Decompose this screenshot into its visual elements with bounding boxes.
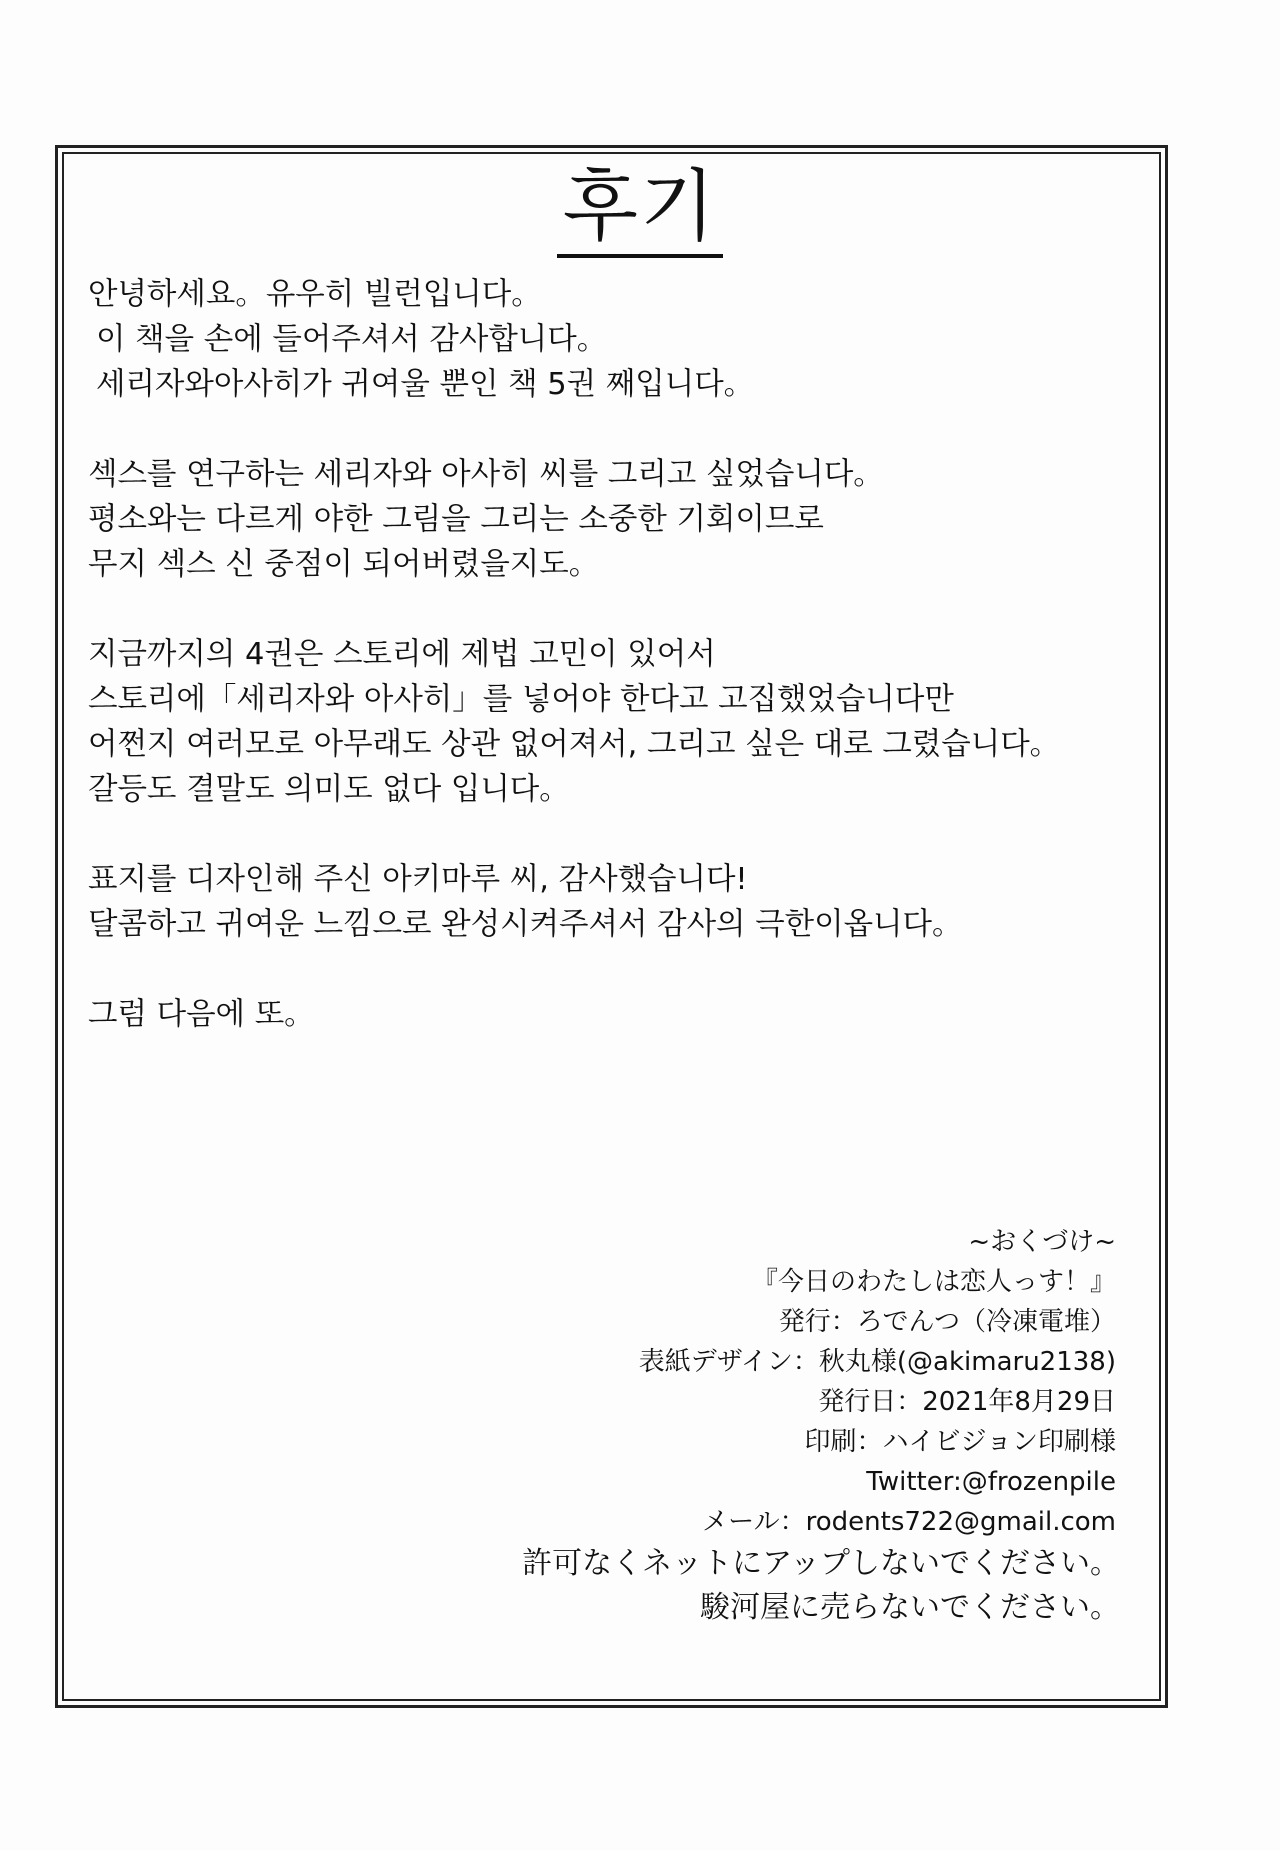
text-line: 평소와는 다르게 야한 그림을 그리는 소중한 기회이므로 — [88, 502, 824, 537]
colophon-email: メール：rodents722@gmail.com — [702, 1507, 1116, 1537]
colophon-book-title: 『今日のわたしは恋人っす！』 — [751, 1267, 1116, 1297]
text-line: 표지를 디자인해 주신 아키마루 씨, 감사했습니다! — [88, 862, 748, 897]
text-line: 갈등도 결말도 의미도 없다 입니다。 — [88, 772, 570, 807]
paragraph-thanks — [88, 857, 1138, 947]
text-line: 무지 섹스 신 중점이 되어버렸을지도。 — [88, 547, 600, 582]
text-line: 스토리에「세리자와 아사히」를 넣어야 한다고 고집했었습니다만 — [88, 682, 954, 717]
text-line: 달콤하고 귀여운 느낌으로 완성시켜주셔서 감사의 극한이옵니다。 — [88, 907, 963, 942]
text-line: 어쩐지 여러모로 아무래도 상관 없어져서, 그리고 싶은 대로 그렸습니다。 — [88, 727, 1061, 762]
text-line: 이 책을 손에 들어주셔서 감사합니다。 — [96, 322, 608, 357]
page-title — [0, 162, 1280, 258]
colophon — [639, 1222, 1116, 1542]
colophon-twitter: Twitter:@frozenpile — [866, 1467, 1116, 1497]
colophon-publish-date: 発行日：2021年8月29日 — [818, 1387, 1116, 1417]
paragraph-greeting — [88, 272, 1138, 407]
text-line: 지금까지의 4권은 스토리에 제법 고민이 있어서 — [88, 637, 716, 672]
text-line: 세리자와아사히가 귀여울 뿐인 책 5권 째입니다。 — [96, 367, 755, 402]
paragraph-theme — [88, 452, 1138, 587]
paragraph-closing — [88, 992, 1138, 1037]
text-line: 그럼 다음에 또。 — [88, 997, 315, 1032]
notice-no-resale: 駿河屋に売らないでください。 — [700, 1590, 1120, 1625]
text-line: 섹스를 연구하는 세리자와 아사히 씨를 그리고 싶었습니다。 — [88, 457, 884, 492]
colophon-printer: 印刷：ハイビジョン印刷様 — [804, 1427, 1116, 1457]
usage-notice — [522, 1542, 1120, 1630]
colophon-heading: ~おくづけ~ — [968, 1227, 1116, 1257]
paragraph-story — [88, 632, 1138, 812]
afterword-body — [88, 272, 1138, 1082]
text-line: 안녕하세요。유우히 빌런입니다。 — [88, 277, 542, 312]
colophon-cover-design: 表紙デザイン：秋丸様(@akimaru2138) — [638, 1347, 1116, 1377]
colophon-publisher: 発行：ろでんつ（冷凍電堆） — [778, 1307, 1116, 1337]
notice-no-upload: 許可なくネットにアップしないでください。 — [522, 1546, 1120, 1581]
page-title-text: 후기 — [557, 168, 724, 258]
